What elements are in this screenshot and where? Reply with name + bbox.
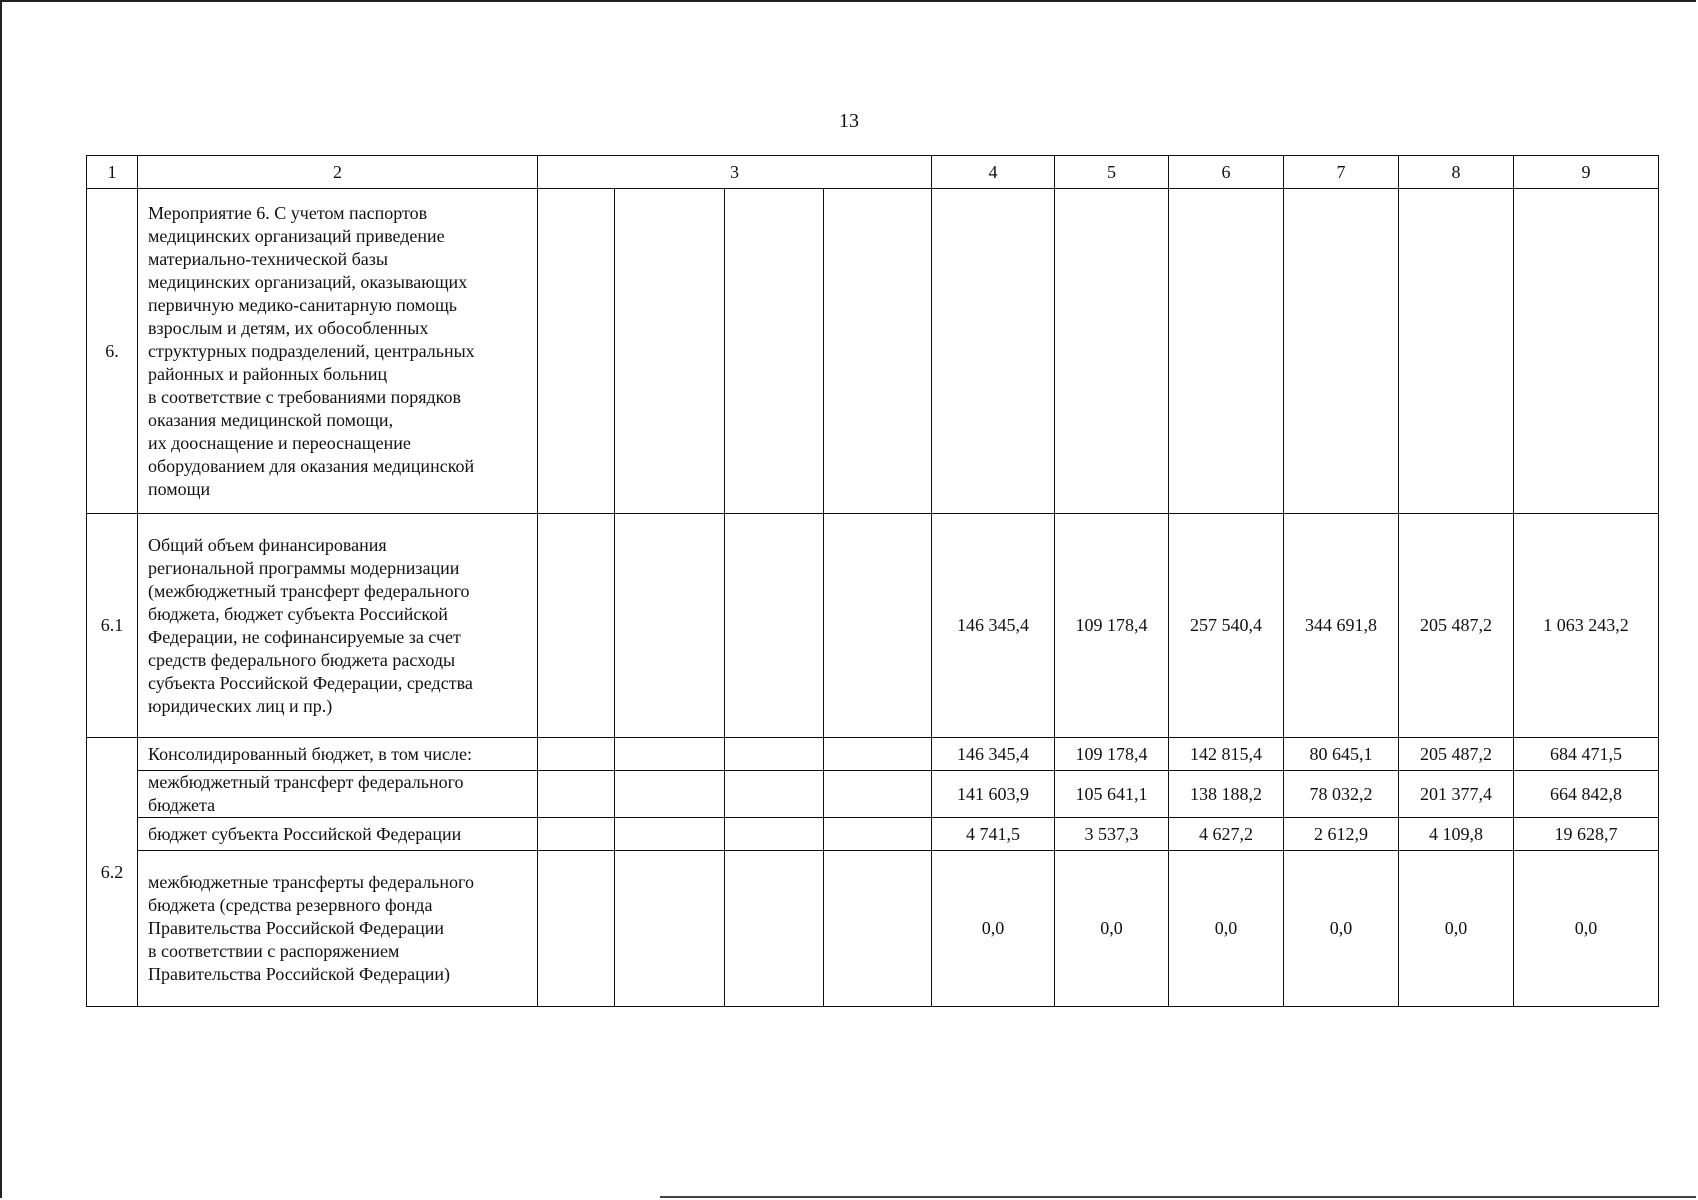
empty-cell (1514, 189, 1659, 514)
value-cell-col8: 205 487,2 (1399, 514, 1514, 738)
value-cell-col6: 0,0 (1169, 851, 1284, 1007)
value-cell-col6: 4 627,2 (1169, 818, 1284, 851)
value-cell-col8: 205 487,2 (1399, 738, 1514, 771)
header-cell-3: 3 (538, 156, 932, 189)
value-cell-col7: 0,0 (1284, 851, 1399, 1007)
row-number: 6.1 (87, 514, 138, 738)
header-cell-6: 6 (1169, 156, 1284, 189)
value-cell-col4: 0,0 (932, 851, 1055, 1007)
empty-cell (725, 851, 824, 1007)
header-cell-9: 9 (1514, 156, 1659, 189)
empty-cell (1284, 189, 1399, 514)
empty-cell (824, 851, 932, 1007)
header-row (87, 156, 1659, 189)
value-cell-col7: 80 645,1 (1284, 738, 1399, 771)
value-cell-col5: 109 178,4 (1055, 514, 1169, 738)
row-number: 6. (87, 189, 138, 514)
value-cell-col7: 2 612,9 (1284, 818, 1399, 851)
row-description: бюджет субъекта Российской Федерации (138, 818, 538, 851)
page-number: 13 (839, 110, 859, 132)
value-cell-col5: 3 537,3 (1055, 818, 1169, 851)
value-cell-col4: 146 345,4 (932, 738, 1055, 771)
empty-cell (1169, 189, 1284, 514)
header-cell-2: 2 (138, 156, 538, 189)
table-row (87, 771, 1659, 818)
value-cell-col9: 19 628,7 (1514, 818, 1659, 851)
empty-cell (615, 771, 725, 818)
value-cell-col6: 138 188,2 (1169, 771, 1284, 818)
empty-cell (725, 738, 824, 771)
header-cell-5: 5 (1055, 156, 1169, 189)
row-description: Мероприятие 6. С учетом паспортов медицинских организаций приведение материально-технической базы медицинских организаций, оказывающих первичную медико-санитарную помощь взрослым и детям, их обособленных структурных подразделений, центральных районных и районных больниц в соответствие с требованиями порядков оказания медицинской помощи, их дооснащение и переоснащение оборудованием для оказания медицинской помощи (138, 189, 538, 514)
financing-table (86, 155, 1659, 1007)
value-cell-col5: 105 641,1 (1055, 771, 1169, 818)
value-cell-col8: 4 109,8 (1399, 818, 1514, 851)
value-cell-col5: 0,0 (1055, 851, 1169, 1007)
empty-cell (824, 189, 932, 514)
empty-cell (538, 818, 615, 851)
empty-cell (538, 738, 615, 771)
empty-cell (615, 514, 725, 738)
row-description: межбюджетные трансферты федерального бюджета (средства резервного фонда Правительства Российской Федерации в соответствии с распоряжением Правительства Российской Федерации) (138, 851, 538, 1007)
empty-cell (1055, 189, 1169, 514)
empty-cell (538, 771, 615, 818)
empty-cell (538, 851, 615, 1007)
table-row (87, 189, 1659, 514)
empty-cell (725, 818, 824, 851)
table-row (87, 818, 1659, 851)
value-cell-col6: 142 815,4 (1169, 738, 1284, 771)
empty-cell (824, 514, 932, 738)
value-cell-col9: 0,0 (1514, 851, 1659, 1007)
row-number: 6.2 (87, 738, 138, 1007)
value-cell-col6: 257 540,4 (1169, 514, 1284, 738)
value-cell-col7: 78 032,2 (1284, 771, 1399, 818)
header-cell-7: 7 (1284, 156, 1399, 189)
value-cell-col8: 201 377,4 (1399, 771, 1514, 818)
empty-cell (1399, 189, 1514, 514)
value-cell-col4: 4 741,5 (932, 818, 1055, 851)
empty-cell (615, 818, 725, 851)
empty-cell (824, 771, 932, 818)
table-row (87, 851, 1659, 1007)
empty-cell (615, 738, 725, 771)
header-cell-4: 4 (932, 156, 1055, 189)
scan-bottom-edge (660, 1196, 1696, 1198)
empty-cell (824, 818, 932, 851)
empty-cell (725, 771, 824, 818)
row-description: межбюджетный трансферт федерального бюджета (138, 771, 538, 818)
value-cell-col8: 0,0 (1399, 851, 1514, 1007)
empty-cell (824, 738, 932, 771)
empty-cell (932, 189, 1055, 514)
value-cell-col4: 141 603,9 (932, 771, 1055, 818)
empty-cell (725, 514, 824, 738)
row-description: Консолидированный бюджет, в том числе: (138, 738, 538, 771)
value-cell-col5: 109 178,4 (1055, 738, 1169, 771)
value-cell-col4: 146 345,4 (932, 514, 1055, 738)
empty-cell (725, 189, 824, 514)
table-row (87, 738, 1659, 771)
empty-cell (538, 514, 615, 738)
header-cell-8: 8 (1399, 156, 1514, 189)
empty-cell (615, 189, 725, 514)
header-cell-1: 1 (87, 156, 138, 189)
empty-cell (538, 189, 615, 514)
table-row (87, 514, 1659, 738)
empty-cell (615, 851, 725, 1007)
row-description: Общий объем финансирования региональной программы модернизации (межбюджетный трансферт федерального бюджета, бюджет субъекта Российской Федерации, не софинансируемые за счет средств федерального бюджета расходы субъекта Российской Федерации, средства юридических лиц и пр.) (138, 514, 538, 738)
value-cell-col9: 1 063 243,2 (1514, 514, 1659, 738)
value-cell-col7: 344 691,8 (1284, 514, 1399, 738)
value-cell-col9: 684 471,5 (1514, 738, 1659, 771)
value-cell-col9: 664 842,8 (1514, 771, 1659, 818)
